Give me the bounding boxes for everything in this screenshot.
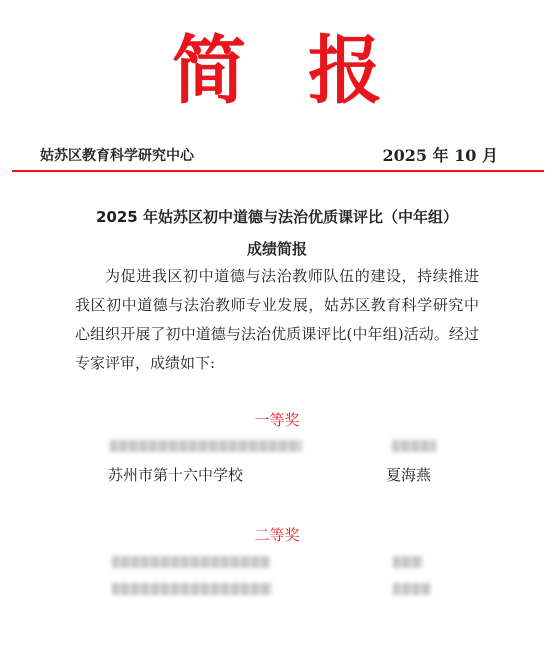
article-subtitle: 成绩简报 bbox=[246, 240, 307, 258]
redacted-person bbox=[393, 556, 423, 568]
redacted-school bbox=[112, 583, 272, 595]
redacted-person bbox=[393, 583, 431, 595]
masthead-title: 简报 bbox=[172, 28, 444, 114]
intro-paragraph: 为促进我区初中道德与法治教师队伍的建设，持续推进我区初中道德与法治教师专业发展，姑苏区教育科学研究中心组织开展了初中道德与法治优质课评比(中年组)活动。经过专家评审，成绩如下: bbox=[75, 267, 479, 372]
award-row bbox=[0, 464, 554, 486]
redacted-school bbox=[112, 556, 270, 568]
award-row-redacted bbox=[0, 435, 554, 457]
issue-date: 2025 年 10 月 bbox=[382, 146, 498, 165]
redacted-school bbox=[110, 440, 302, 452]
winner-name: 夏海燕 bbox=[386, 466, 432, 484]
header-divider bbox=[12, 170, 544, 172]
redacted-person bbox=[392, 440, 436, 452]
award-row-redacted bbox=[0, 551, 554, 573]
article-title: 2025 年姑苏区初中道德与法治优质课评比（中年组） bbox=[96, 208, 458, 226]
issuer-name: 姑苏区教育科学研究中心 bbox=[40, 148, 194, 164]
award-row-redacted bbox=[0, 578, 554, 600]
award-heading-first: 一等奖 bbox=[254, 411, 300, 429]
school-name: 苏州市第十六中学校 bbox=[108, 466, 244, 484]
award-heading-second: 二等奖 bbox=[254, 526, 300, 544]
